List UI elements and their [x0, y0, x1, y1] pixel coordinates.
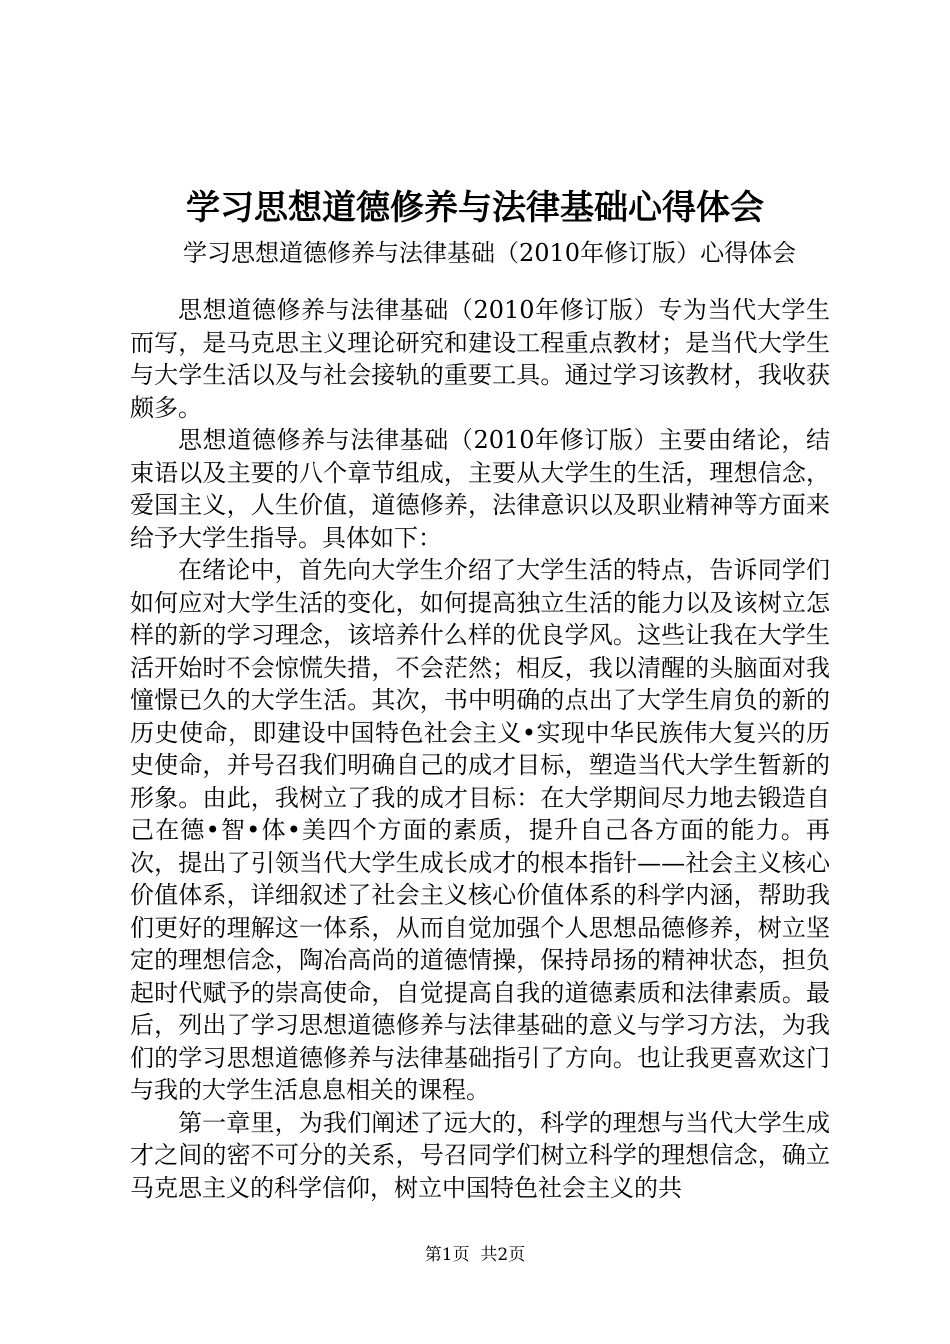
document-body: [130, 294, 830, 1204]
body-paragraph: 第一章里，为我们阐述了远大的，科学的理想与当代大学生成才之间的密不可分的关系，号召同学们树立科学的理想信念，确立马克思主义的科学信仰，树立中国特色社会主义的共: [130, 1108, 830, 1202]
page-subtitle: 学习思想道德修养与法律基础（2010年修订版）心得体会: [183, 239, 797, 267]
page-number-footer: 第1页 共2页: [424, 1245, 526, 1265]
body-paragraph: 思想道德修养与法律基础（2010年修订版）专为当代大学生而写，是马克思主义理论研究和建设工程重点教材；是当代大学生与大学生活以及与社会接轨的重要工具。通过学习该教材，我收获颇多。: [130, 296, 830, 422]
body-paragraph: 在绪论中，首先向大学生介绍了大学生活的特点，告诉同学们如何应对大学生活的变化，如何提高独立生活的能力以及该树立怎样的新的学习理念，该培养什么样的优良学风。这些让我在大学生活开始时不会惊慌失措，不会茫然；相反，我以清醒的头脑面对我憧憬已久的大学生活。其次，书中明确的点出了大学生肩负的新的历史使命，即建设中国特色社会主义•实现中华民族伟大复兴的历史使命，并号召我们明确自己的成才目标，塑造当代大学生暂新的形象。由此，我树立了我的成才目标：在大学期间尽力地去锻造自己在德•智•体•美四个方面的素质，提升自己各方面的能力。再次，提出了引领当代大学生成长成才的根本指针——社会主义核心价值体系，详细叙述了社会主义核心价值体系的科学内涵，帮助我们更好的理解这一体系，从而自觉加强个人思想品德修养，树立坚定的理想信念，陶冶高尚的道德情操，保持昂扬的精神状态，担负起时代赋予的崇高使命，自觉提高自我的道德素质和法律素质。最后，列出了学习思想道德修养与法律基础的意义与学习方法，为我们的学习思想道德修养与法律基础指引了方向。也让我更喜欢这门与我的大学生活息息相关的课程。: [130, 556, 830, 1104]
page-title: 学习思想道德修养与法律基础心得体会: [186, 188, 764, 228]
body-paragraph: 思想道德修养与法律基础（2010年修订版）主要由绪论，结束语以及主要的八个章节组成，主要从大学生的生活，理想信念，爱国主义，人生价值，道德修养，法律意识以及职业精神等方面来给予大学生指导。具体如下：: [130, 426, 830, 552]
